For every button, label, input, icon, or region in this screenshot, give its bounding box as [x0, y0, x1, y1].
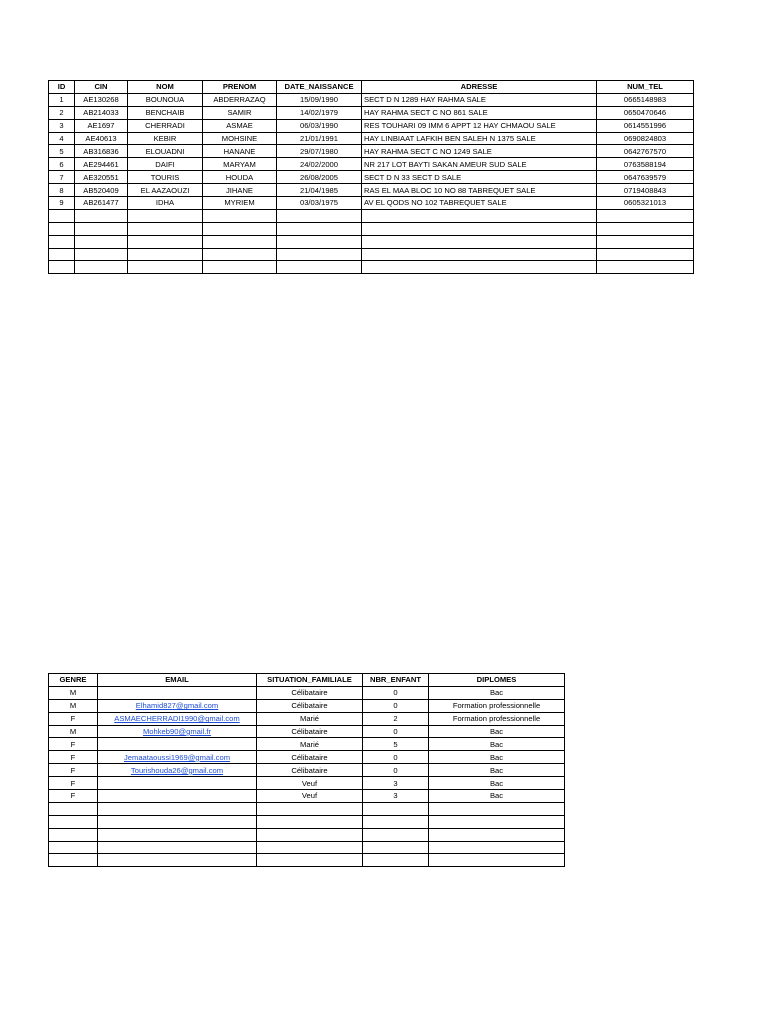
- table-row: [49, 790, 565, 803]
- email-link[interactable]: ASMAECHERRADI1990@gmail.com: [114, 714, 240, 724]
- table-cell[interactable]: [98, 725, 257, 738]
- table-cell[interactable]: [363, 854, 429, 867]
- table-cell[interactable]: AE130268: [75, 93, 128, 106]
- table-row: [49, 712, 565, 725]
- table-cell[interactable]: 0690824803: [597, 132, 694, 145]
- table-cell[interactable]: AB520409: [75, 184, 128, 197]
- table-cell[interactable]: 26/08/2005: [277, 171, 362, 184]
- table-row: [49, 738, 565, 751]
- table-cell[interactable]: AE294461: [75, 158, 128, 171]
- table-cell[interactable]: 1: [49, 93, 75, 106]
- table-cell[interactable]: [49, 222, 75, 235]
- table-cell[interactable]: [429, 802, 565, 815]
- table-cell[interactable]: [363, 841, 429, 854]
- table-cell[interactable]: Bac: [429, 738, 565, 751]
- table-cell[interactable]: [277, 209, 362, 222]
- table-cell[interactable]: 0: [363, 699, 429, 712]
- table-cell[interactable]: [362, 222, 597, 235]
- table-cell[interactable]: [257, 854, 363, 867]
- table-row: [49, 132, 694, 145]
- table-cell[interactable]: [128, 222, 203, 235]
- table-cell[interactable]: 0: [363, 751, 429, 764]
- table-row: [49, 106, 694, 119]
- table-cell[interactable]: AE40613: [75, 132, 128, 145]
- column-header: EMAIL: [98, 674, 257, 687]
- table-row: [49, 686, 565, 699]
- table-cell[interactable]: ELOUADNI: [128, 145, 203, 158]
- table-cell[interactable]: NR 217 LOT BAYTI SAKAN AMEUR SUD SALE: [362, 158, 597, 171]
- table-cell[interactable]: [203, 235, 277, 248]
- table-cell[interactable]: [429, 815, 565, 828]
- table-cell[interactable]: ASMAE: [203, 119, 277, 132]
- table-cell[interactable]: 0647639579: [597, 171, 694, 184]
- table-cell[interactable]: [98, 790, 257, 803]
- table-row: [49, 209, 694, 222]
- table-cell[interactable]: M: [49, 686, 98, 699]
- header-row: [49, 81, 694, 94]
- table-cell[interactable]: [75, 209, 128, 222]
- column-header: GENRE: [49, 674, 98, 687]
- table-row: [49, 261, 694, 274]
- table-row: [49, 777, 565, 790]
- table-row: [49, 725, 565, 738]
- table-cell[interactable]: SAMIR: [203, 106, 277, 119]
- table-cell[interactable]: [277, 235, 362, 248]
- table-cell[interactable]: RES TOUHARI 09 IMM 6 APPT 12 HAY CHMAOU SALE: [362, 119, 597, 132]
- table-cell[interactable]: [128, 261, 203, 274]
- table-cell[interactable]: [257, 841, 363, 854]
- table-cell[interactable]: DAIFI: [128, 158, 203, 171]
- table-cell[interactable]: IDHA: [128, 197, 203, 210]
- table-cell[interactable]: [128, 209, 203, 222]
- table-cell[interactable]: 0665148983: [597, 93, 694, 106]
- table-cell[interactable]: 0642767570: [597, 145, 694, 158]
- table-cell[interactable]: F: [49, 764, 98, 777]
- table-cell[interactable]: 3: [363, 777, 429, 790]
- email-link[interactable]: Tourishouda26@gmail.com: [130, 765, 224, 775]
- column-header: NOM: [128, 81, 203, 94]
- table-cell[interactable]: [98, 738, 257, 751]
- table-cell[interactable]: 29/07/1980: [277, 145, 362, 158]
- table-cell[interactable]: BOUNOUA: [128, 93, 203, 106]
- table-cell[interactable]: [362, 235, 597, 248]
- column-header: ADRESSE: [362, 81, 597, 94]
- table-cell[interactable]: [277, 248, 362, 261]
- table-row: [49, 815, 565, 828]
- table-cell[interactable]: 4: [49, 132, 75, 145]
- table-cell[interactable]: [203, 248, 277, 261]
- table-cell[interactable]: 14/02/1979: [277, 106, 362, 119]
- table-cell[interactable]: [98, 751, 257, 764]
- table-cell[interactable]: [49, 209, 75, 222]
- table-row: [49, 764, 565, 777]
- table-cell[interactable]: 0: [363, 725, 429, 738]
- table-cell[interactable]: [98, 854, 257, 867]
- table-cell[interactable]: Célibataire: [257, 751, 363, 764]
- family-info-table: [48, 673, 565, 867]
- table-cell[interactable]: AV EL QODS NO 102 TABREQUET SALE: [362, 197, 597, 210]
- table-cell[interactable]: M: [49, 699, 98, 712]
- table-cell[interactable]: F: [49, 790, 98, 803]
- column-header: PRENOM: [203, 81, 277, 94]
- column-header: NBR_ENFANT: [363, 674, 429, 687]
- table-cell[interactable]: 7: [49, 171, 75, 184]
- table-cell[interactable]: [98, 699, 257, 712]
- table-cell[interactable]: [49, 235, 75, 248]
- table-cell[interactable]: [98, 828, 257, 841]
- table-cell[interactable]: [597, 261, 694, 274]
- table-cell[interactable]: Marié: [257, 712, 363, 725]
- table-cell[interactable]: [75, 248, 128, 261]
- table-cell[interactable]: [49, 828, 98, 841]
- table-cell[interactable]: 2: [363, 712, 429, 725]
- table-cell[interactable]: 9: [49, 197, 75, 210]
- table-cell[interactable]: [75, 235, 128, 248]
- table-cell[interactable]: AE320551: [75, 171, 128, 184]
- table-cell[interactable]: Célibataire: [257, 725, 363, 738]
- table-cell[interactable]: F: [49, 712, 98, 725]
- table-cell[interactable]: [277, 261, 362, 274]
- table-cell[interactable]: SECT D N 1289 HAY RAHMA SALE: [362, 93, 597, 106]
- table-cell[interactable]: [98, 841, 257, 854]
- table-row: [49, 184, 694, 197]
- table-cell[interactable]: 5: [363, 738, 429, 751]
- table-cell[interactable]: AB316836: [75, 145, 128, 158]
- table-cell[interactable]: 21/01/1991: [277, 132, 362, 145]
- table-cell[interactable]: 8: [49, 184, 75, 197]
- table-cell[interactable]: CHERRADI: [128, 119, 203, 132]
- table-cell[interactable]: Bac: [429, 790, 565, 803]
- table-cell[interactable]: Formation professionnelle: [429, 699, 565, 712]
- email-link[interactable]: Jemaataoussi1969@gmail.com: [123, 752, 231, 762]
- table-cell[interactable]: Bac: [429, 764, 565, 777]
- table-cell[interactable]: [257, 828, 363, 841]
- table-cell[interactable]: [277, 222, 362, 235]
- table-cell[interactable]: [429, 854, 565, 867]
- table-cell[interactable]: SECT D N 33 SECT D SALE: [362, 171, 597, 184]
- column-header: CIN: [75, 81, 128, 94]
- table-cell[interactable]: 24/02/2000: [277, 158, 362, 171]
- table-cell[interactable]: [597, 235, 694, 248]
- table-cell[interactable]: [49, 854, 98, 867]
- table-cell[interactable]: EL AAZAOUZI: [128, 184, 203, 197]
- table-cell[interactable]: Bac: [429, 751, 565, 764]
- table-cell[interactable]: AB214033: [75, 106, 128, 119]
- table-cell[interactable]: [98, 712, 257, 725]
- table-cell[interactable]: [429, 841, 565, 854]
- table-cell[interactable]: RAS EL MAA BLOC 10 NO 88 TABREQUET SALE: [362, 184, 597, 197]
- email-link[interactable]: Mohkeb90@gmail.fr: [142, 727, 212, 736]
- table-cell[interactable]: [597, 222, 694, 235]
- table-cell[interactable]: Marié: [257, 738, 363, 751]
- table-row: [49, 248, 694, 261]
- table-cell[interactable]: Bac: [429, 686, 565, 699]
- table-cell[interactable]: F: [49, 751, 98, 764]
- table-cell[interactable]: 0605321013: [597, 197, 694, 210]
- table-row: [49, 841, 565, 854]
- table-cell[interactable]: 2: [49, 106, 75, 119]
- table-cell[interactable]: [429, 828, 565, 841]
- table-cell[interactable]: 03/03/1975: [277, 197, 362, 210]
- table-cell[interactable]: [98, 815, 257, 828]
- table-cell[interactable]: [203, 261, 277, 274]
- table-cell[interactable]: MARYAM: [203, 158, 277, 171]
- table-cell[interactable]: [362, 248, 597, 261]
- table-cell[interactable]: Célibataire: [257, 764, 363, 777]
- table-cell[interactable]: Veuf: [257, 790, 363, 803]
- table-cell[interactable]: Célibataire: [257, 699, 363, 712]
- table-cell[interactable]: [98, 777, 257, 790]
- table-cell[interactable]: [49, 248, 75, 261]
- table-cell[interactable]: [49, 261, 75, 274]
- table-cell[interactable]: M: [49, 725, 98, 738]
- table-cell[interactable]: 5: [49, 145, 75, 158]
- table-cell[interactable]: 21/04/1985: [277, 184, 362, 197]
- table-cell[interactable]: 0719408843: [597, 184, 694, 197]
- table-cell[interactable]: [98, 764, 257, 777]
- table-row: [49, 699, 565, 712]
- table-cell[interactable]: TOURIS: [128, 171, 203, 184]
- table-row: [49, 235, 694, 248]
- header-row: [49, 674, 565, 687]
- table-row: [49, 197, 694, 210]
- table-cell[interactable]: HOUDA: [203, 171, 277, 184]
- table-cell[interactable]: JIHANE: [203, 184, 277, 197]
- table-row: [49, 828, 565, 841]
- table-cell[interactable]: 0: [363, 764, 429, 777]
- table-row: [49, 222, 694, 235]
- table-cell[interactable]: 15/09/1990: [277, 93, 362, 106]
- table-cell[interactable]: Célibataire: [257, 686, 363, 699]
- table-cell[interactable]: [49, 815, 98, 828]
- table-row: [49, 158, 694, 171]
- table-cell[interactable]: Formation professionnelle: [429, 712, 565, 725]
- table-cell[interactable]: [363, 802, 429, 815]
- table-cell[interactable]: Bac: [429, 777, 565, 790]
- table-cell[interactable]: 0614551996: [597, 119, 694, 132]
- table-cell[interactable]: HAY LINBIAAT LAFKIH BEN SALEH N 1375 SALE: [362, 132, 597, 145]
- table-cell[interactable]: [75, 261, 128, 274]
- table-row: [49, 119, 694, 132]
- table-cell[interactable]: F: [49, 738, 98, 751]
- table-cell[interactable]: AE1697: [75, 119, 128, 132]
- column-header: NUM_TEL: [597, 81, 694, 94]
- table-row: [49, 171, 694, 184]
- table-cell[interactable]: [363, 828, 429, 841]
- table-cell[interactable]: AB261477: [75, 197, 128, 210]
- table-cell[interactable]: MYRIEM: [203, 197, 277, 210]
- table-cell[interactable]: [363, 815, 429, 828]
- table-cell[interactable]: [75, 222, 128, 235]
- table-cell[interactable]: 0763588194: [597, 158, 694, 171]
- table-cell[interactable]: 06/03/1990: [277, 119, 362, 132]
- table-row: [49, 751, 565, 764]
- table-row: [49, 145, 694, 158]
- email-link[interactable]: Elhamid827@gmail.com: [135, 701, 219, 711]
- table-row: [49, 802, 565, 815]
- column-header: SITUATION_FAMILIALE: [257, 674, 363, 687]
- table-cell[interactable]: [257, 815, 363, 828]
- table-cell[interactable]: 0650470646: [597, 106, 694, 119]
- table-cell[interactable]: Veuf: [257, 777, 363, 790]
- table-cell[interactable]: MOHSINE: [203, 132, 277, 145]
- table-cell[interactable]: 3: [363, 790, 429, 803]
- table-cell[interactable]: [257, 802, 363, 815]
- table-cell[interactable]: [49, 841, 98, 854]
- table-cell[interactable]: [128, 235, 203, 248]
- table-cell[interactable]: HAY RAHMA SECT C NO 861 SALE: [362, 106, 597, 119]
- table-cell[interactable]: [128, 248, 203, 261]
- table-cell[interactable]: 6: [49, 158, 75, 171]
- table-cell[interactable]: Bac: [429, 725, 565, 738]
- table-cell[interactable]: [362, 209, 597, 222]
- table-cell[interactable]: [597, 248, 694, 261]
- table-cell[interactable]: HAY RAHMA SECT C NO 1249 SALE: [362, 145, 597, 158]
- table-cell[interactable]: ABDERRAZAQ: [203, 93, 277, 106]
- table-cell[interactable]: [597, 209, 694, 222]
- table-cell[interactable]: F: [49, 777, 98, 790]
- table-cell[interactable]: BENCHAIB: [128, 106, 203, 119]
- table-cell[interactable]: 3: [49, 119, 75, 132]
- table-cell[interactable]: 0: [363, 686, 429, 699]
- table-cell[interactable]: [49, 802, 98, 815]
- table-cell[interactable]: [362, 261, 597, 274]
- table-row: [49, 854, 565, 867]
- personal-info-table: [48, 80, 694, 274]
- table-cell[interactable]: [98, 802, 257, 815]
- column-header: ID: [49, 81, 75, 94]
- table-cell[interactable]: HANANE: [203, 145, 277, 158]
- table-cell[interactable]: [98, 686, 257, 699]
- column-header: DATE_NAISSANCE: [277, 81, 362, 94]
- column-header: DIPLOMES: [429, 674, 565, 687]
- table-row: [49, 93, 694, 106]
- table-cell[interactable]: KEBIR: [128, 132, 203, 145]
- table-cell[interactable]: [203, 222, 277, 235]
- table-cell[interactable]: [203, 209, 277, 222]
